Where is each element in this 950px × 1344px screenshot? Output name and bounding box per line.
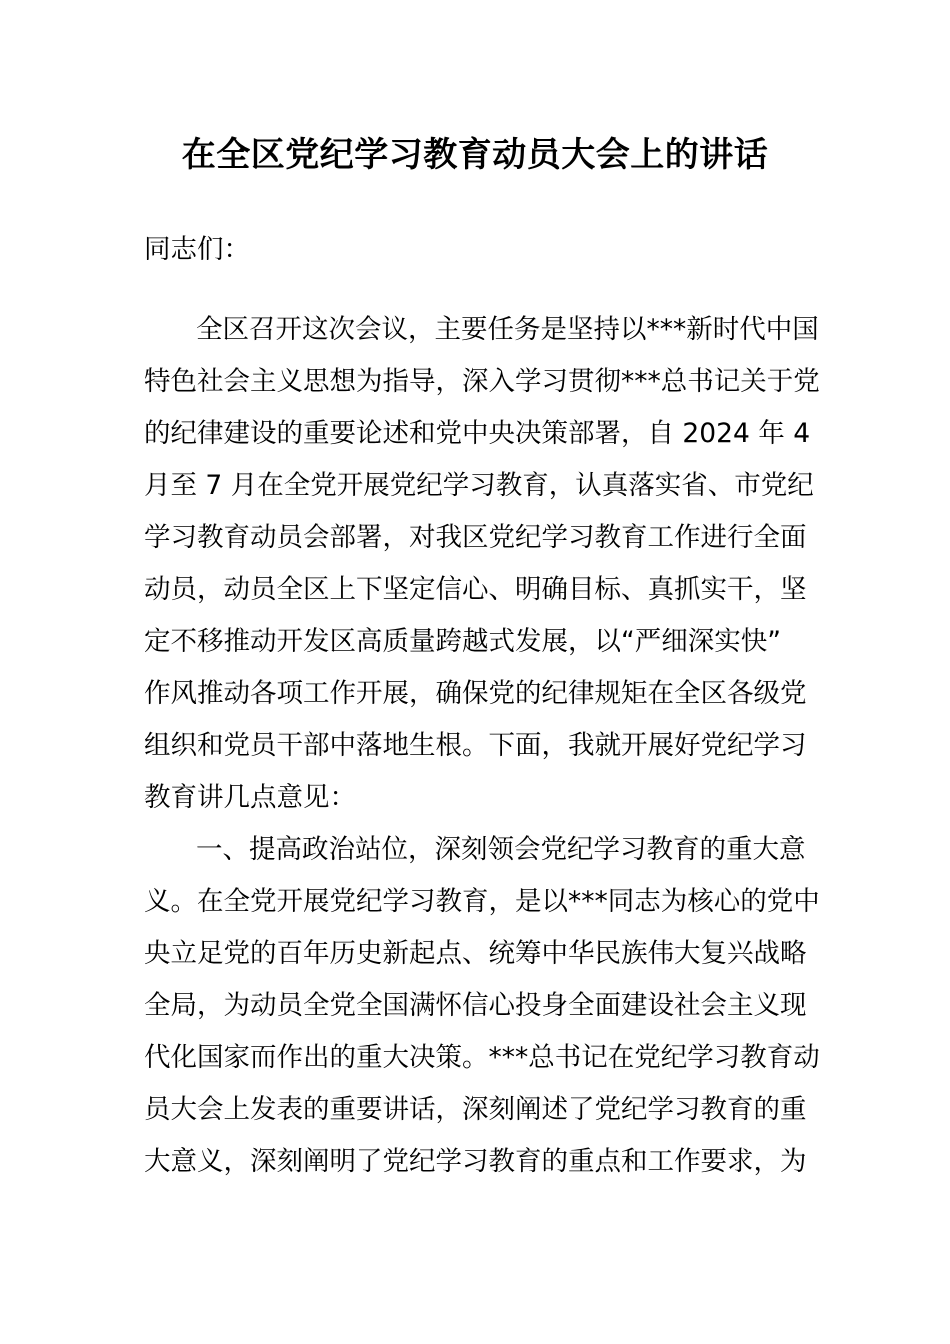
paragraph-line: 代化国家而作出的重大决策。***总书记在党纪学习教育动: [144, 1042, 820, 1073]
paragraph-line: 的纪律建设的重要论述和党中央决策部署，自 2024 年 4: [144, 418, 811, 449]
paragraph-line: 大意义，深刻阐明了党纪学习教育的重点和工作要求，为: [144, 1146, 807, 1177]
paragraph-line: 全局，为动员全党全国满怀信心投身全面建设社会主义现: [144, 990, 807, 1021]
paragraph-line: 组织和党员干部中落地生根。下面，我就开展好党纪学习: [144, 730, 807, 761]
salutation: 同志们：: [144, 234, 250, 265]
document-title: 在全区党纪学习教育动员大会上的讲话: [181, 135, 769, 175]
paragraph-line: 作风推动各项工作开展，确保党的纪律规矩在全区各级党: [144, 678, 807, 709]
paragraph-line: 定不移推动开发区高质量跨越式发展，以“严细深实快”: [144, 626, 781, 657]
paragraph-line: 特色社会主义思想为指导，深入学习贯彻***总书记关于党: [144, 366, 820, 397]
paragraph-line: 全区召开这次会议，主要任务是坚持以***新时代中国: [196, 314, 819, 345]
section-heading-line: 一、提高政治站位，深刻领会党纪学习教育的重大意: [196, 834, 806, 865]
paragraph-line: 学习教育动员会部署，对我区党纪学习教育工作进行全面: [144, 522, 807, 553]
paragraph-line: 月至 7 月在全党开展党纪学习教育，认真落实省、市党纪: [144, 470, 814, 501]
paragraph-line: 教育讲几点意见：: [144, 782, 356, 813]
paragraph-line: 员大会上发表的重要讲话，深刻阐述了党纪学习教育的重: [144, 1094, 807, 1125]
paragraph-line: 动员，动员全区上下坚定信心、明确目标、真抓实干，坚: [144, 574, 807, 605]
paragraph-line: 央立足党的百年历史新起点、统筹中华民族伟大复兴战略: [144, 938, 807, 969]
paragraph-line: 义。在全党开展党纪学习教育，是以***同志为核心的党中: [144, 886, 820, 917]
